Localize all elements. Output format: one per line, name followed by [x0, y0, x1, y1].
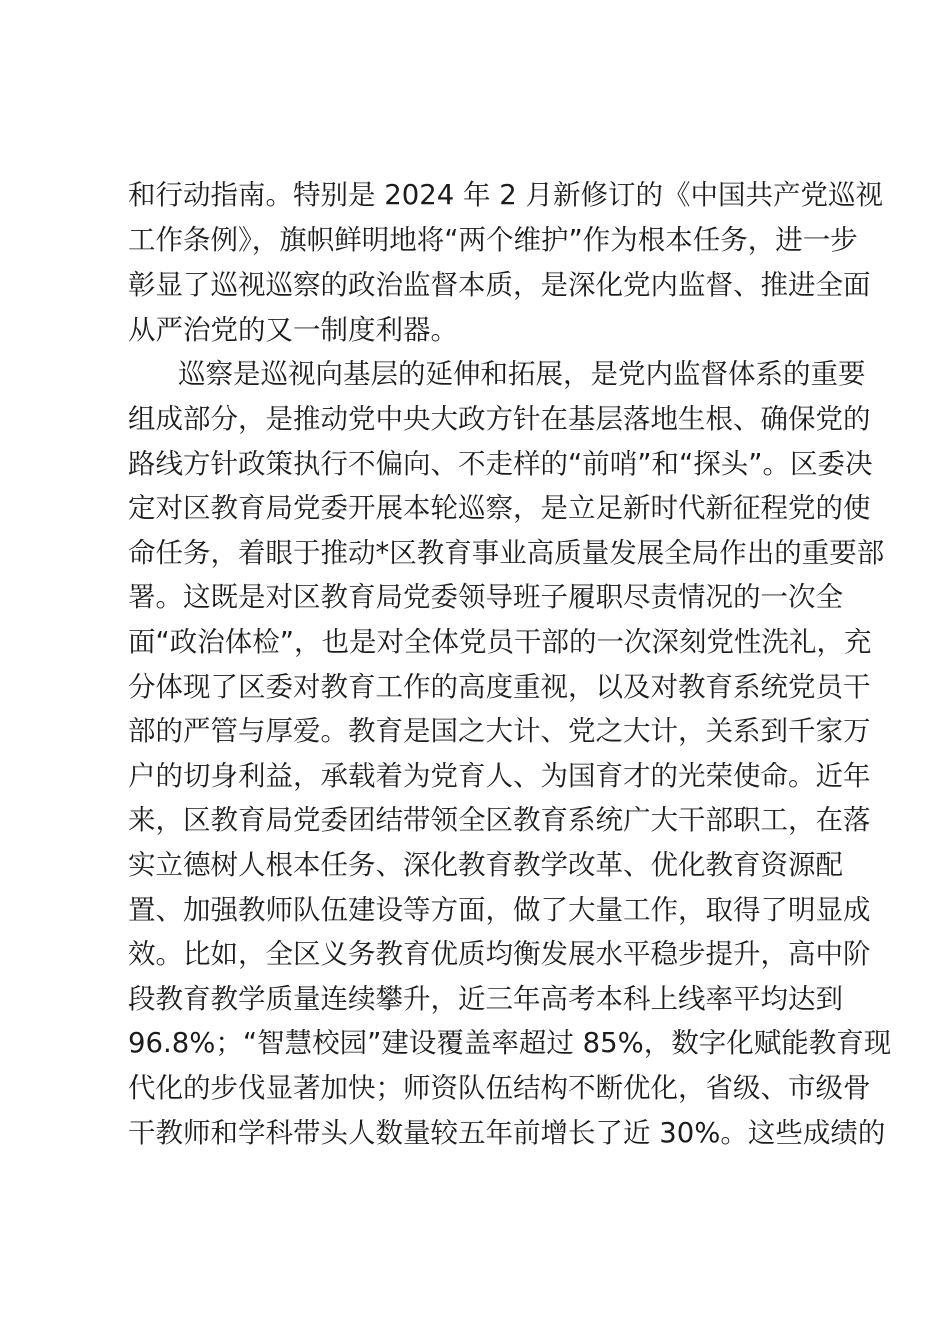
- text-line: 分体现了区委对教育工作的高度重视，以及对教育系统党员干: [128, 671, 871, 703]
- text-line: 工作条例》，旗帜鲜明地将“两个维护”作为根本任务，进一步: [128, 224, 858, 256]
- text-line: 署。这既是对区教育局党委领导班子履职尽责情况的一次全: [128, 581, 843, 613]
- text-line: 面“政治体检”，也是对全体党员干部的一次深刻党性洗礼，充: [128, 626, 872, 658]
- text-line: 彰显了巡视巡察的政治监督本质，是深化党内监督、推进全面: [128, 269, 871, 301]
- text-line: 命任务，着眼于推动*区教育事业高质量发展全局作出的重要部: [128, 537, 885, 569]
- text-line: 和行动指南。特别是 2024 年 2 月新修订的《中国共产党巡视: [128, 179, 883, 211]
- paragraph-first-line: 巡察是巡视向基层的延伸和拓展，是党内监督体系的重要: [178, 358, 866, 390]
- text-line: 置、加强教师队伍建设等方面，做了大量工作，取得了明显成: [128, 894, 871, 926]
- text-line: 来，区教育局党委团结带领全区教育系统广大干部职工，在落: [128, 804, 871, 836]
- text-line: 代化的步伐显著加快；师资队伍结构不断优化，省级、市级骨: [128, 1072, 871, 1104]
- text-line: 96.8%；“智慧校园”建设覆盖率超过 85%，数字化赋能教育现: [128, 1027, 892, 1059]
- text-line: 效。比如，全区义务教育优质均衡发展水平稳步提升，高中阶: [128, 938, 871, 970]
- text-line: 实立德树人根本任务、深化教育教学改革、优化教育资源配: [128, 849, 843, 881]
- text-line: 部的严管与厚爱。教育是国之大计、党之大计，关系到千家万: [128, 715, 871, 747]
- text-line: 定对区教育局党委开展本轮巡察，是立足新时代新征程党的使: [128, 492, 871, 524]
- text-line: 路线方针政策执行不偏向、不走样的“前哨”和“探头”。区委决: [128, 448, 873, 480]
- text-line: 段教育教学质量连续攀升，近三年高考本科上线率平均达到: [128, 983, 843, 1015]
- text-line: 户的切身利益，承载着为党育人、为国育才的光荣使命。近年: [128, 760, 871, 792]
- text-line: 组成部分，是推动党中央大政方针在基层落地生根、确保党的: [128, 403, 871, 435]
- text-line: 干教师和学科带头人数量较五年前增长了近 30%。这些成绩的: [128, 1117, 886, 1149]
- text-line: 从严治党的又一制度利器。: [128, 314, 458, 346]
